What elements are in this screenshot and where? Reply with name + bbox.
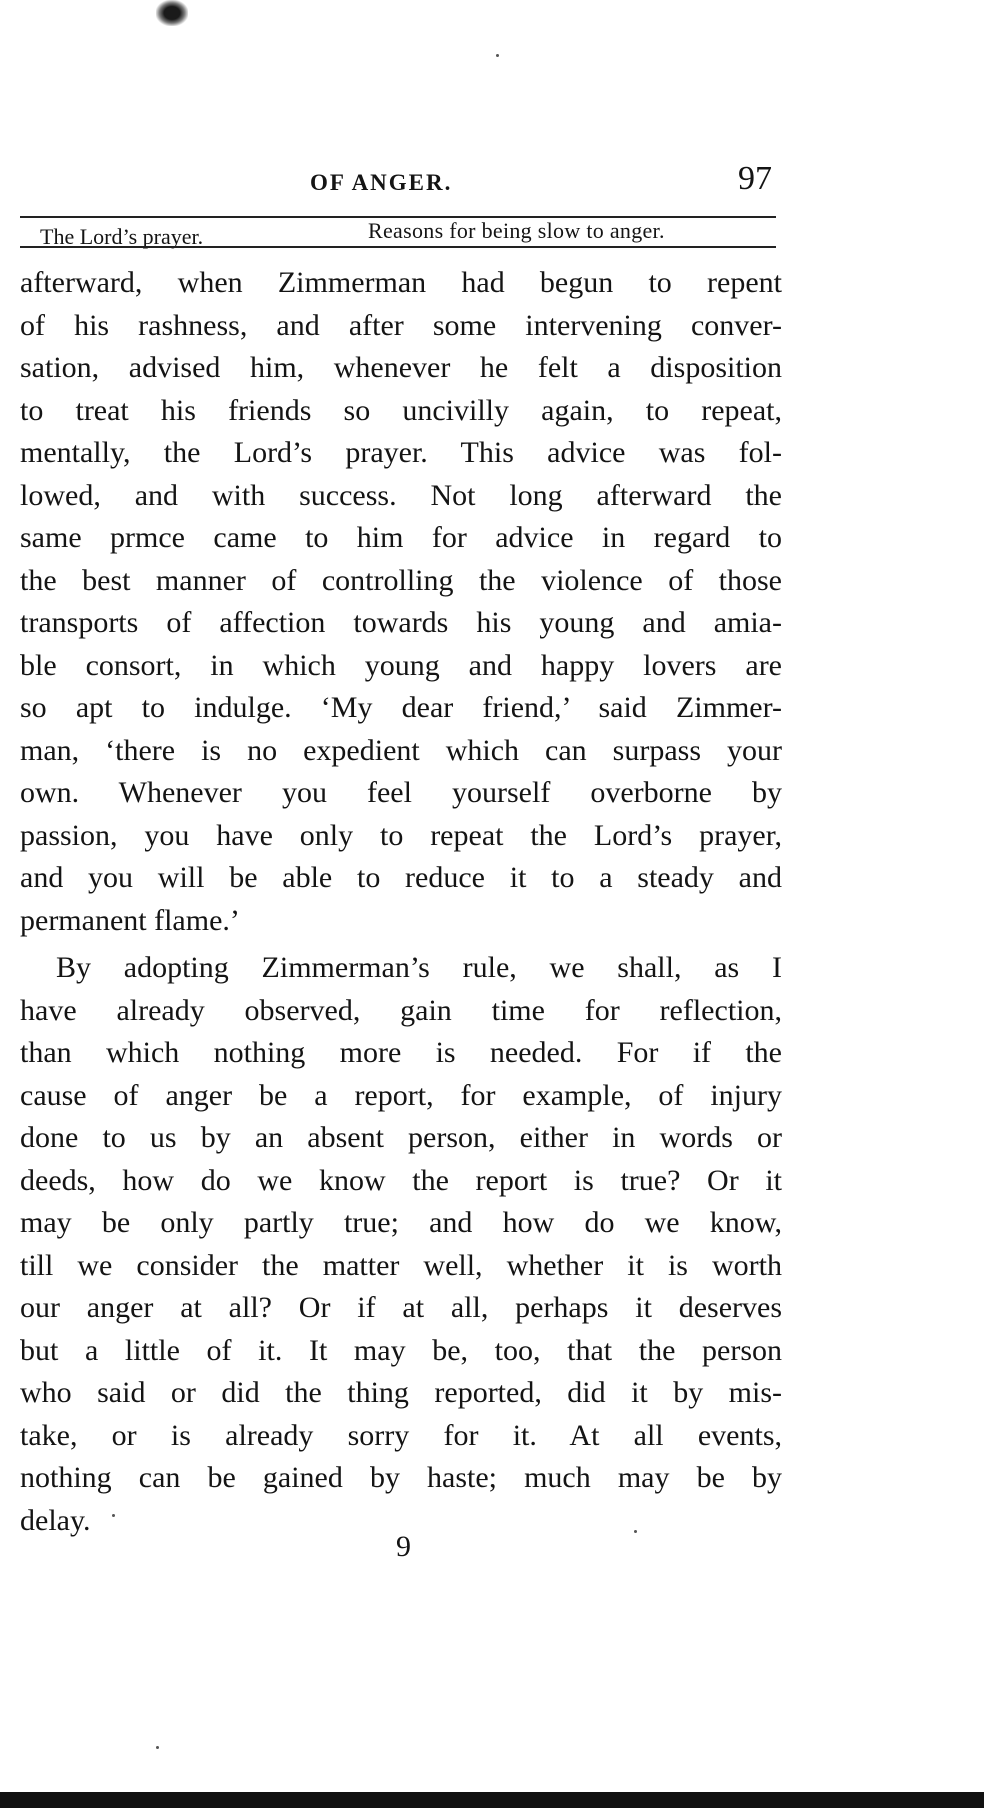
speck: [634, 1530, 637, 1533]
ink-smudge: [156, 0, 188, 26]
text-line: but a little of it. It may be, too, that the person: [20, 1333, 782, 1367]
signature-mark: 9: [396, 1530, 411, 1563]
section-heading-right: Reasons for being slow to anger.: [368, 218, 665, 243]
text-line: deeds, how do we know the report is true? Or it: [20, 1163, 782, 1197]
page-number: 97: [738, 160, 772, 197]
text-line: our anger at all? Or if at all, perhaps it deserves: [20, 1291, 782, 1324]
text-line: to treat his friends so uncivilly again, to repeat,: [20, 393, 782, 427]
speck: [496, 54, 499, 57]
text-line: transports of affection towards his young and amia-: [20, 606, 782, 639]
text-line: lowed, and with success. Not long afterward the: [20, 478, 782, 512]
text-line: man, ‘there is no expedient which can surpass your: [20, 733, 782, 767]
text-line: ble consort, in which young and happy lovers are: [20, 648, 782, 682]
text-line: same prmce came to him for advice in regard to: [20, 521, 782, 554]
header-rule-bottom: [20, 246, 776, 248]
section-heading-left: The Lord’s prayer.: [40, 224, 204, 249]
paragraph-2: [20, 947, 782, 1542]
text-line: who said or did the thing reported, did it by mis-: [20, 1376, 782, 1409]
text-line: may be only partly true; and how do we know,: [20, 1206, 782, 1239]
text-line: the best manner of controlling the violence of those: [20, 563, 782, 597]
text-line: mentally, the Lord’s prayer. This advice was fol-: [20, 436, 782, 469]
text-line: own. Whenever you feel yourself overborne by: [20, 776, 782, 809]
text-line: passion, you have only to repeat the Lord’s prayer,: [20, 818, 782, 852]
text-line: of his rashness, and after some intervening conver-: [20, 308, 782, 342]
text-line: By adopting Zimmerman’s rule, we shall, as I: [56, 951, 782, 984]
text-line: than which nothing more is needed. For if the: [20, 1036, 782, 1069]
text-line: take, or is already sorry for it. At all events,: [20, 1418, 782, 1452]
text-line: sation, advised him, whenever he felt a disposition: [20, 351, 782, 384]
text-line: afterward, when Zimmerman had begun to repent: [20, 266, 782, 299]
text-line: have already observed, gain time for reflection,: [20, 993, 782, 1027]
paragraph-1: [20, 262, 782, 942]
text-line: done to us by an absent person, either in words or: [20, 1121, 782, 1154]
running-title: OF ANGER.: [310, 170, 453, 195]
scan-edge-bar: [0, 1792, 984, 1808]
running-head: [0, 160, 984, 208]
text-line: nothing can be gained by haste; much may be by: [20, 1461, 782, 1494]
text-line: cause of anger be a report, for example, of injury: [20, 1078, 782, 1112]
text-line: till we consider the matter well, whether it is worth: [20, 1248, 782, 1282]
speck: [112, 1514, 115, 1517]
text-line: delay.: [20, 1503, 91, 1537]
speck: [156, 1746, 159, 1749]
text-line: permanent flame.’: [20, 903, 240, 937]
text-line: and you will be able to reduce it to a steady and: [20, 861, 782, 894]
text-line: so apt to indulge. ‘My dear friend,’ said Zimmer-: [20, 691, 782, 724]
